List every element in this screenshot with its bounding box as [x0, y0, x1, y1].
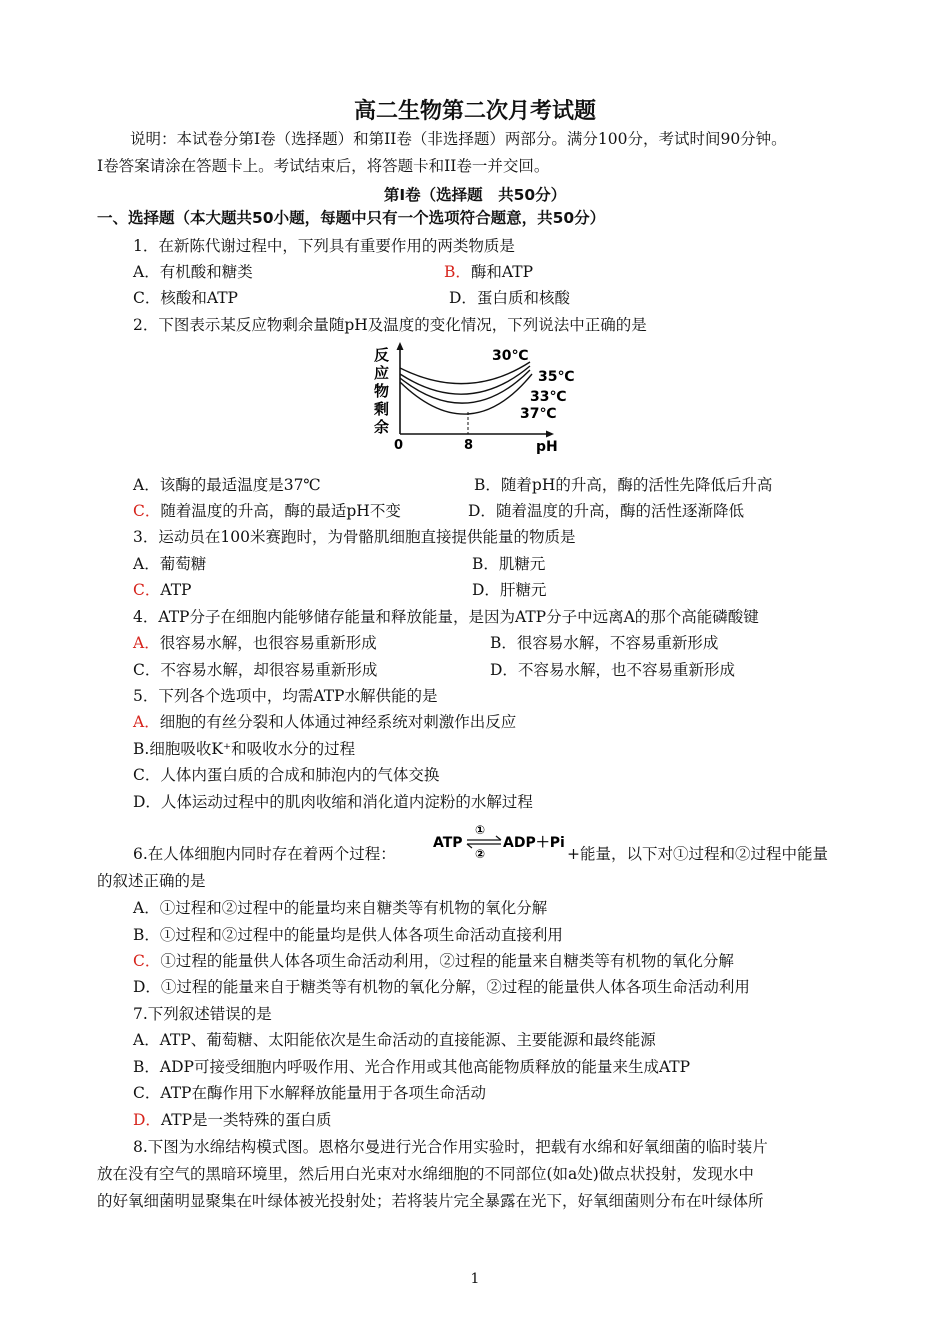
curve-label-30c: 30℃ — [492, 348, 529, 364]
answer-mark: C． — [133, 502, 161, 520]
q2-option-d: D．随着温度的升高，酶的活性逐渐降低 — [468, 502, 744, 520]
question-4-stem: 4．ATP分子在细胞内能够储存能量和释放能量，是因为ATP分子中远离A的那个高能磷酸键 — [133, 608, 759, 626]
question-6-stem-start: 6.在人体细胞内同时存在着两个过程： — [133, 845, 396, 863]
q7-option-b: B．ADP可接受细胞内呼吸作用、光合作用或其他高能物质释放的能量来生成ATP — [133, 1058, 691, 1076]
q5-option-a: A．细胞的有丝分裂和人体通过神经系统对刺激作出反应 — [133, 713, 517, 731]
question-8-line-2: 放在没有空气的黑暗环境里，然后用白光束对水绵细胞的不同部位(如a处)做点状投射，发现水中 — [97, 1165, 754, 1183]
answer-mark: A． — [133, 713, 160, 731]
q6-option-a: A．①过程和②过程中的能量均来自糖类等有机物的氧化分解 — [133, 899, 548, 917]
answer-mark: D． — [133, 1111, 161, 1129]
q1-option-c: C．核酸和ATP — [133, 289, 238, 307]
q7-option-a: A．ATP、葡萄糖、太阳能依次是生命活动的直接能源、主要能源和最终能源 — [133, 1031, 656, 1049]
q7-option-d: D．ATP是一类特殊的蛋白质 — [133, 1111, 332, 1129]
q2-option-a: A．该酶的最适温度是37℃ — [133, 476, 321, 494]
question-6-stem-line-2: 的叙述正确的是 — [97, 872, 206, 890]
q6-option-c: C．①过程的能量供人体各项生命活动利用，②过程的能量来自糖类等有机物的氧化分解 — [133, 952, 734, 970]
page-number: 1 — [470, 1271, 480, 1287]
curve-35c — [400, 366, 530, 394]
q1-option-b: B．酶和ATP — [444, 263, 534, 281]
y-label-char: 剩 — [374, 400, 390, 418]
answer-mark: A． — [133, 634, 160, 652]
page-title: 高二生物第二次月考试题 — [353, 99, 596, 124]
q3-option-d: D．肝糖元 — [472, 581, 547, 599]
instructions-line-1: 说明：本试卷分第Ⅰ卷（选择题）和第II卷（非选择题）两部分。满分100分，考试时间90分钟。 — [130, 130, 787, 148]
q3-option-a: A．葡萄糖 — [133, 555, 207, 573]
curve-label-37c: 37℃ — [520, 406, 557, 422]
q3-option-c: C．ATP — [133, 581, 192, 599]
answer-mark: B． — [444, 263, 471, 281]
answer-mark: C． — [133, 952, 161, 970]
equation-bottom-label: ② — [475, 847, 486, 861]
q4-option-a: A．很容易水解，也很容易重新形成 — [133, 634, 377, 652]
y-label-char: 反 — [374, 346, 390, 364]
question-6-stem-end: +能量，以下对①过程和②过程中能量 — [567, 845, 828, 863]
enzyme-ph-temperature-figure — [370, 340, 585, 465]
curve-label-35c: 35℃ — [538, 369, 575, 385]
q7-option-c: C．ATP在酶作用下水解释放能量用于各项生命活动 — [133, 1084, 486, 1102]
section-title: 第Ⅰ卷（选择题 共50分） — [383, 186, 567, 204]
q6-option-b: B．①过程和②过程中的能量均是供人体各项生命活动直接利用 — [133, 926, 563, 944]
q2-option-b: B．随着pH的升高，酶的活性先降低后升高 — [474, 476, 773, 494]
y-label-char: 物 — [374, 382, 390, 400]
question-1-stem: 1．在新陈代谢过程中，下列具有重要作用的两类物质是 — [133, 237, 515, 255]
instructions-line-2: Ⅰ卷答案请涂在答题卡上。考试结束后，将答题卡和II卷一并交回。 — [97, 157, 550, 175]
q4-option-c: C．不容易水解，却很容易重新形成 — [133, 661, 378, 679]
question-5-stem: 5．下列各个选项中，均需ATP水解供能的是 — [133, 687, 438, 705]
part-heading: 一、选择题（本大题共50小题，每题中只有一个选项符合题意，共50分） — [97, 209, 606, 227]
y-label-char: 应 — [374, 364, 390, 382]
answer-mark: C． — [133, 581, 161, 599]
origin-label: 0 — [394, 438, 404, 453]
q1-option-d: D．蛋白质和核酸 — [449, 289, 570, 307]
y-axis-arrow — [397, 342, 404, 350]
curve-label-33c: 33℃ — [530, 389, 567, 405]
q5-option-d: D．人体运动过程中的肌肉收缩和消化道内淀粉的水解过程 — [133, 793, 533, 811]
q5-option-c: C．人体内蛋白质的合成和肺泡内的气体交换 — [133, 766, 440, 784]
question-3-stem: 3．运动员在100米赛跑时，为骨骼肌细胞直接提供能量的物质是 — [133, 528, 576, 546]
x-tick-8: 8 — [464, 438, 474, 453]
equation-left: ATP — [433, 835, 463, 851]
x-axis-arrow — [546, 431, 554, 438]
y-label-char: 余 — [374, 418, 390, 436]
atp-adp-equation — [433, 820, 567, 862]
q4-option-d: D．不容易水解，也不容易重新形成 — [490, 661, 735, 679]
question-2-stem: 2．下图表示某反应物剩余量随pH及温度的变化情况，下列说法中正确的是 — [133, 316, 647, 334]
q6-option-d: D．①过程的能量来自于糖类等有机物的氧化分解，②过程的能量供人体各项生命活动利用 — [133, 978, 750, 996]
question-8-line-3: 的好氧细菌明显聚集在叶绿体被光投射处；若将装片完全暴露在光下，好氧细菌则分布在叶绿体所 — [97, 1192, 764, 1210]
equation-right: ADP＋Pi — [503, 835, 565, 851]
x-axis-label: pH — [536, 439, 558, 455]
q3-option-b: B．肌糖元 — [472, 555, 546, 573]
equation-top-label: ① — [475, 823, 486, 837]
q1-option-a: A．有机酸和糖类 — [133, 263, 253, 281]
question-7-stem: 7.下列叙述错误的是 — [133, 1005, 272, 1023]
q2-option-c: C．随着温度的升高，酶的最适pH不变 — [133, 502, 401, 520]
q5-option-b: B.细胞吸收K⁺和吸收水分的过程 — [133, 740, 356, 758]
question-8-line-1: 8.下图为水绵结构模式图。恩格尔曼进行光合作用实验时，把载有水绵和好氧细菌的临时装片 — [133, 1138, 768, 1156]
q4-option-b: B．很容易水解，不容易重新形成 — [490, 634, 719, 652]
